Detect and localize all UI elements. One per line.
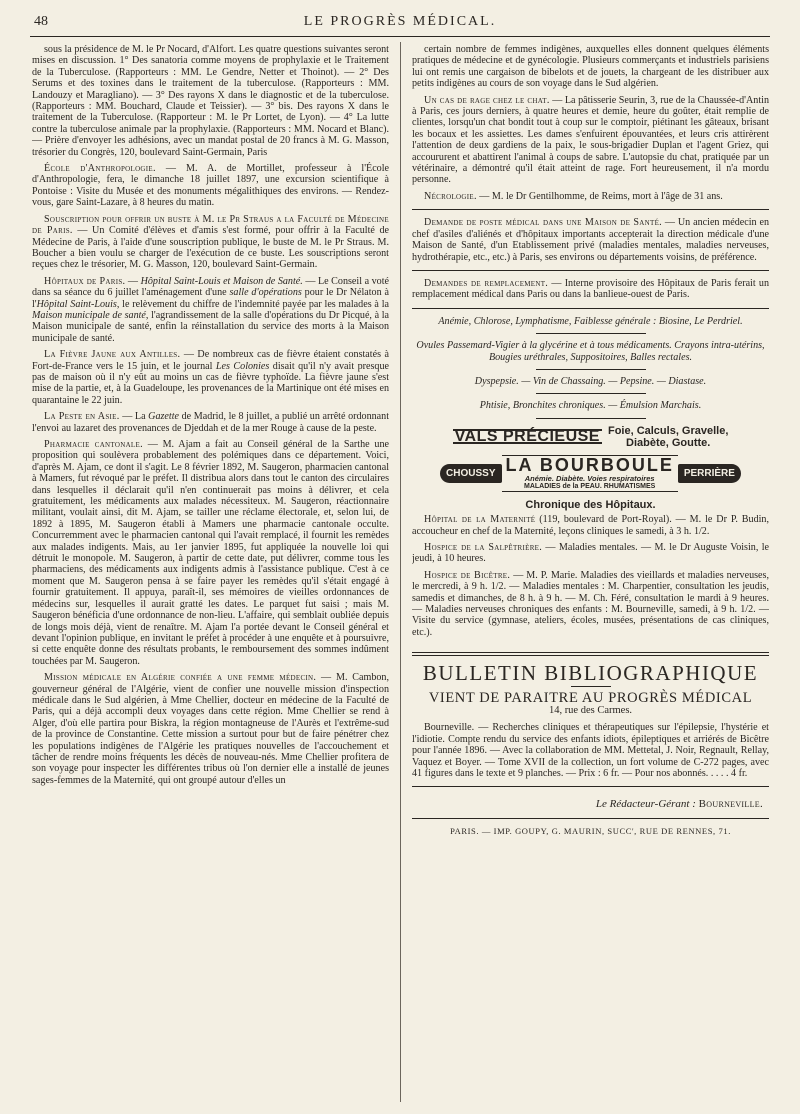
vals-advert	[412, 425, 769, 449]
ad-dyspepsie: Dyspepsie. — Vin de Chassaing. — Pepsine. — Diastase.	[474, 375, 707, 387]
fievre-paragraph	[32, 349, 389, 406]
peste-italic: Gazette	[148, 411, 180, 423]
body-poste: — Un ancien médecin en chef d'asiles d'aliénés et d'hôpitaux importants accepterait la direction médicale d'une Maison de Santé, d'un Etablissement privé (maladies mentales, maladies nerveuses, hydrothérapie, etc., etc.) à Paris, ses environs ou départements voisins, de préférence.	[412, 217, 769, 263]
rage-paragraph	[412, 95, 769, 186]
body-pharmacie: — M. Ajam a fait au Conseil général de la Sarthe une proposition qui soulèvera probablement des polémiques dans ce département. Voici, d'après M. Ajam, ce dont il s'agit. Le 8 février 1892, M. Saugeron, pharmacien cantonal à Mamers, fut révoqué par le préfet. Il distribua alors dans tout le canton des circulaires dans lesquelles il déclarait qu'il n'en continuerait pas moins à délivrer, et cela gratuitement, les médicaments aux malades nécessiteux. M. Saugeron, réactionnaire militant, voulait ainsi, dit M. Ajam, se tailler une réclame électorale, et, selon lui, de 1892 à 1895, M. Saugeron établi à Mamers une pharmacie cantonale occulte. Concurremment avec le pharmacien cantonal qui l'avait remplacé, il fournit les remèdes aux malades indigents. Mais, au 1er janvier 1895, fut appliquée la nouvelle loi qui détruit le monopole. M. Saugeron, à partir de cette date, put délivrer, comme tous les pharmaciens, des médicaments aux indigents admis à l'assistance publique. C'est à ce moment que M. Saugeron pensa à se faire payer les remèdes qu'il s'était engagé à fournir gratuitement. Il appuya, paraît-il, ses mémoires de vieilles ordonnances de médecins sur, lesquelles il aurait gratté les dates. Le parquet fut saisi ; mais M. Saugeron bénéficia d'une ordonnance de non-lieu. L'affaire, qui semblait oubliée depuis de longs mois déjà, vient de renaître. M. Ajam l'a portée devant le Conseil général et devant l'opinion publique, en invitant le préfet à procéder à une enquête et à poursuivre, si cette enquête donne des résultats probants, le remboursement des sommes indûment touchées par M. Saugeron.	[32, 439, 389, 667]
hopitaux-text-c: pour le Dr Nélaton à l'	[32, 287, 389, 310]
hopitaux-text-d: , le relèvement du chiffre de l'indemnité payée par les malades à la	[116, 298, 389, 310]
chronique-title: Chronique des Hôpitaux.	[525, 498, 656, 511]
remplacement-paragraph	[412, 278, 769, 301]
bicetre-paragraph	[412, 570, 769, 638]
straus-paragraph	[32, 214, 389, 271]
body-maternite: (119, boulevard de Port-Royal). — M. le Dr P. Budin, accoucheur en chef de la Maternité, leçons cliniques le samedi, à 3 h. 1/2.	[412, 514, 769, 537]
mission-paragraph	[32, 672, 389, 786]
bourboule-advert	[412, 455, 769, 492]
necrologie-paragraph	[412, 191, 769, 202]
heading-bicetre: Hospice de Bicêtre.	[424, 569, 511, 581]
bourboule-line-2: MALADIES de la PEAU. RHUMATISMES	[524, 482, 656, 490]
fievre-text-b: disait qu'il n'y avait presque pas de maison où il n'y eût au moins un cas de fièvre typhoïde. La fièvre jaune s'est mise de la partie, et, à la Guadeloupe, les provenances de la Martinique ont été mises en quarantaine le 22 juin.	[32, 360, 389, 406]
redacteur-label: Le Rédacteur-Gérant :	[595, 798, 699, 811]
heading-pharmacie: Pharmacie cantonale.	[44, 439, 143, 450]
heading-remplacement: Demandes de remplacement.	[424, 277, 549, 289]
short-rule	[571, 686, 611, 687]
peste-text-b: de Madrid, le 8 juillet, a publié un arrêté ordonnant l'envoi au lazaret des provenances de Djeddah et de la mer Rouge à cause de la peste.	[32, 411, 389, 434]
poste-paragraph	[412, 217, 769, 263]
short-rule	[536, 393, 646, 394]
heading-peste: La Peste en Asie.	[44, 411, 120, 423]
short-rule	[536, 333, 646, 334]
fievre-text-a: — De nombreux cas de fièvre étaient constatés à Fort-de-France vers le 15 juin, et le journal	[32, 349, 389, 372]
right-column	[412, 44, 769, 1099]
hopitaux-italic-3: Hôpital Saint-Louis	[36, 298, 117, 310]
heading-fievre: La Fièvre Jaune aux Antilles.	[44, 349, 181, 361]
ad-phtisie: Phtisie, Bronchites chroniques. — Émulsion Marchais.	[479, 400, 702, 412]
hopitaux-italic-4: Maison municipale de santé	[32, 309, 146, 321]
heading-poste: Demande de poste médical dans une Maison de Santé.	[424, 217, 662, 229]
bottle-choussy-label: CHOUSSY	[440, 464, 501, 483]
peste-paragraph	[32, 411, 389, 434]
salpetriere-paragraph	[412, 542, 769, 565]
bourneville-entry: Bourneville. — Recherches cliniques et thérapeutiques sur l'épilepsie, l'hystérie et l'idiotie. Compte rendu du service des enfants idiots, épileptiques et arriérés de Bicêtre pour l'année 1896. — Avec la collaboration de MM. Mettetal, J. Noir, Regnault, Rellay, Vaquez et Boyer. — Tome XVII de la collection, un fort volume de C-272 pages, avec 41 figures dans le texte et 9 planches. — Prix : 6 fr. — Pour nos abonnés. . . . . 4 fr.	[412, 722, 769, 780]
bourboule-title: LA BOURBOULE	[505, 454, 674, 475]
hopitaux-italic-2: salle d'opérations	[229, 287, 302, 299]
ad-ovules: Ovules Passemard-Vigier à la glycérine et à tous médicaments. Crayons intra-utérins, Bougies uréthrales, Suppositoires, Balles rectales.	[416, 340, 765, 363]
body-straus: — Un Comité d'élèves et d'amis s'est formé, pour offrir à la Faculté de Médecine de Paris, à l'aide d'une souscription publique, le buste de M. le Pr Straus. M. Boucher a bien voulu se charger de l'exécution de ce buste. Les souscriptions seront reçues chez le trésorier, M. G. Masson, 120, boulevard Saint-Germain.	[32, 225, 389, 271]
page-number: 48	[34, 14, 48, 29]
heading-hopitaux: Hôpitaux de Paris.	[44, 275, 126, 287]
bulletin-top-rule	[412, 652, 769, 656]
section-rule	[412, 786, 769, 787]
hopitaux-text-e: , l'agrandissement de la salle d'opérations du Dr Picqué, à la Maison municipale de santé, enfin la réinstallation du service des morts à la Maison municipale de santé.	[32, 309, 389, 344]
vals-indications	[608, 425, 728, 449]
hopitaux-text-a: —	[125, 275, 141, 287]
peste-text-a: — La	[119, 411, 149, 423]
section-rule	[412, 209, 769, 210]
printer-imprint: PARIS. — IMP. GOUPY, G. MAURIN, SUCC', RUE DE RENNES, 71.	[450, 825, 731, 836]
bulletin-title: BULLETIN BIBLIOGRAPHIQUE	[422, 661, 759, 686]
body-remplacement: — Interne provisoire des Hôpitaux de Paris ferait un remplacement médical dans Paris ou dans la banlieue-ouest de Paris.	[412, 277, 769, 301]
body-rage: — La pâtisserie Seurin, 3, rue de la Chaussée-d'Antin à Paris, ces jours derniers, à quatre heures et demie, heure du goûter, était remplie de clientes, lorsqu'un chat bondit tout à coup sur le comptoir, piétinant les gâteaux, brisant les bocaux et les assiettes. Les dames s'enfuirent épouvantées, et leurs cris attirèrent l'attention de deux gardiens de la paix, le sous-brigadier Duplan et l'agent Griez, qui accoururent et abattirent l'animal à coups de sabre. L'autopsie du chat, pratiquée par un vétérinaire, a démontré qu'il était atteint de rage. Fort heureusement, il n'a mordu personne.	[412, 94, 769, 186]
body-necrologie: — M. le Dr Gentilhomme, de Reims, mort à l'âge de 31 ans.	[476, 190, 723, 202]
short-rule	[536, 418, 646, 419]
heading-rage: Un cas de rage chez le chat.	[424, 94, 550, 106]
bottle-perriere-label: PERRIÈRE	[678, 464, 741, 483]
short-rule	[536, 369, 646, 370]
bourboule-line-1: Anémie. Diabète. Voies respiratoires	[524, 473, 655, 483]
anthropology-paragraph	[32, 163, 389, 209]
maternite-paragraph	[412, 514, 769, 537]
body-anthropologie: — M. A. de Mortillet, professeur à l'École d'Anthropologie, fera, le dimanche 18 juillet 1897, une excursion scientifique à Pontoise : Visite du Musée et des monuments mégalithiques des environs. — Rendez-vous, gare Saint-Lazare, à 8 heures du matin.	[32, 163, 389, 209]
heading-salpetriere: Hospice de la Salpêtrière.	[424, 541, 543, 553]
heading-mission: Mission médicale en Algérie confiée a une femme médecin.	[44, 672, 317, 684]
body-salpetriere: — Maladies mentales. — M. le Dr Auguste Voisin, le jeudi, à 10 heures.	[412, 541, 769, 565]
ad-biosine: Anémie, Chlorose, Lymphatisme, Faiblesse générale : Biosine, Le Perdriel.	[438, 315, 743, 327]
mission-continued-paragraph: certain nombre de femmes indigènes, auxquelles elles donnent quelques éléments pratiques de médecine et de gynécologie. Plusieurs commerçants et industriels parisiens lui ont remis une cargaison de bibelots et de jouets, la chargeant de les distribuer aux petits indigènes au cours de son voyage dans le Sud algérien.	[412, 44, 769, 90]
fievre-italic: Les Colonies	[215, 360, 270, 372]
congress-paragraph: sous la présidence de M. le Pr Nocard, d'Alfort. Les quatre questions suivantes seront mises en discussion. 1° Des sanatoria comme moyens de prophylaxie et le Traitement de la Tuberculose. (Rapporteurs : MM. Le Gendre, Netter et Thoinot). — 2° Des Serums et des toxines dans le traitement de la tuberculose. (Rapporteurs : MM. Landouzy et Maragliano). — 3° Des rayons X dans le diagnostic et de la tuberculose. (Rapporteurs : MM. Bouchard, Claude et Teissier). — 3° bis. Des rayons X dans le traitement de la Tuberculose. (Rapporteur : M. le Pr Lortet, de Lyon). — 4° La lutte contre la tuberculose animale par la prophylaxie. (Rapporteurs : MM. Nocard et Blanc). — Prière d'envoyer les adhésions, avec un mandat postal de 20 francs à M. G. Masson, trésorier du Congrès, 120, boulevard Saint-Germain, Paris	[32, 44, 389, 158]
heading-anthropologie: École d'Anthropologie.	[44, 163, 156, 175]
body-mission: — M. Cambon, gouverneur général de l'Algérie, vient de confier une nouvelle mission d'inspection médicale dans le Sud algérien, à Mme Chellier, docteur en médecine de la Faculté de Paris, qui a déjà accompli deux voyages dans cette région. Mme Chellier se rend à Alger, d'où elle partira pour Biskra, la région montagneuse de l'Aurès et l'extrême-sud de la province de Constantine. Cette mission a surtout pour but de faire pénétrer chez les populations indigènes de l'Algérie les pratiques nouvelles de l'accouchement et tâcher de rendre moins fréquents les décès de nouveau-nés. Mme Chellier profitera de son voyage pour inspecter les différentes tribus où l'on dernier elle a installé de jeunes sages-femmes de la Maternité, qui ont groupé autour d'elles un	[32, 672, 389, 786]
running-title: LE PROGRÈS MÉDICAL.	[303, 14, 497, 29]
section-rule	[412, 270, 769, 271]
bulletin-address: 14, rue des Carmes.	[548, 705, 633, 717]
vals-line-2: Diabète, Goutte.	[626, 436, 711, 449]
vals-title: VALS PRÉCIEUSE	[454, 428, 600, 446]
bourboule-banner	[502, 455, 678, 492]
vals-line-1: Foie, Calculs, Gravelle,	[607, 424, 729, 437]
hopitaux-italic-1: Hôpital Saint-Louis et Maison de Santé.	[140, 275, 303, 287]
heading-necrologie: Nécrologie.	[424, 190, 477, 202]
heading-straus: Souscription pour offrir un buste à M. le Pr Straus a la Faculté de Médecine de Paris.	[32, 213, 389, 237]
redacteur-gerant	[412, 799, 763, 810]
pharmacie-paragraph	[32, 439, 389, 667]
bulletin-subtitle: VIENT DE PARAITRE AU PROGRÈS MÉDICAL	[428, 689, 753, 706]
section-rule	[412, 818, 769, 819]
column-divider	[400, 42, 401, 1102]
heading-maternite: Hôpital de la Maternité	[424, 514, 536, 526]
hopitaux-text-b: — Le Conseil a voté dans sa séance du 6 juillet l'aménagement d'une	[32, 275, 389, 299]
header-rule	[30, 36, 770, 37]
left-column	[32, 44, 389, 1099]
section-rule	[412, 308, 769, 309]
hopitaux-paragraph	[32, 276, 389, 344]
redacteur-name: Bourneville.	[698, 798, 763, 811]
body-bicetre: — M. P. Marie. Maladies des vieillards et maladies nerveuses, le mercredi, à 9 h. 1/2. — Maladies mentales : M. Charpentier, consultation les jeudis, samedis et dimanches, de 8 h. à 9 h. — M. Ch. Féré, consultation le mardi à 9 heures. — Maladies nerveuses chroniques des enfants : M. Bourneville, samedi, à 9 h. 1/2. — Visite du service (gymnase, ateliers, écoles, musées, présentations de cas cliniques, etc.).	[412, 569, 769, 638]
